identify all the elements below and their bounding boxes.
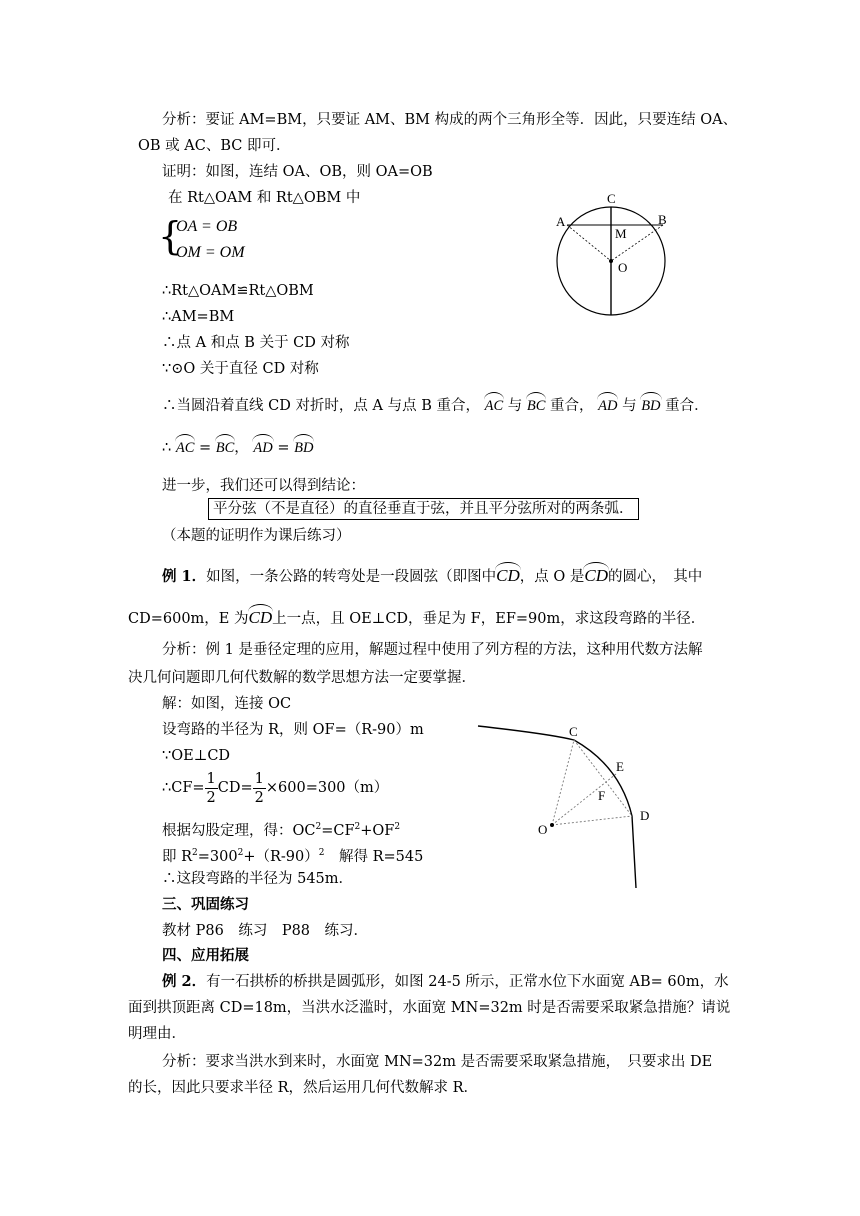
- fold-and-2: 与: [622, 398, 637, 414]
- concl-eq-2: =: [277, 440, 290, 456]
- solution-line-2: 设弯路的半径为 R，则 OF=（R-90）m: [162, 722, 424, 738]
- cf-result: ×600=300（m）: [265, 780, 389, 796]
- eq-sup-3: 2: [318, 848, 325, 858]
- road-curve: [478, 726, 636, 888]
- fold-line: [162, 392, 709, 416]
- arc-ad: AD: [598, 392, 617, 416]
- frac-den-2: 2: [254, 789, 264, 806]
- pyth-b: =CF: [321, 822, 355, 839]
- label-f: F: [598, 788, 606, 803]
- proof-line-5: ∴点 A 和点 B 关于 CD 对称: [162, 335, 350, 351]
- analysis-line-2: OB 或 AC、BC 即可．: [138, 138, 291, 154]
- arc-cd-3: CD: [249, 604, 273, 628]
- pyth-sup-2: 2: [354, 822, 361, 832]
- frac-den-1: 2: [206, 789, 216, 806]
- system-row-2: OM = OM: [176, 244, 245, 261]
- homework-note: （本题的证明作为课后练习）: [162, 528, 351, 544]
- concl-comma: ，: [234, 440, 249, 456]
- conclusion-line: [162, 434, 313, 458]
- center-point-o: [550, 823, 554, 827]
- cf-label: ∴CF=: [162, 780, 205, 796]
- further-text: 进一步，我们还可以得到结论：: [162, 478, 365, 494]
- ex1-analysis-line-2: 决几何问题即几何代数解的数学思想方法一定要掌握．: [128, 670, 476, 686]
- section-3-text: 教材 P86 练习 P88 练习．: [162, 923, 369, 939]
- arc-cd-2: CD: [584, 562, 608, 586]
- pyth-a: 根据勾股定理，得：OC: [162, 822, 316, 839]
- solution-line-5: [162, 817, 400, 841]
- concl-arc-bc: BC: [216, 434, 235, 458]
- example-1-line-1: [162, 562, 702, 587]
- label-o: O: [538, 822, 548, 837]
- eq-sup-1: 2: [192, 848, 198, 858]
- frac-num-2: 1: [254, 770, 264, 787]
- example-1-text-b: ，点 O 是: [519, 569, 585, 585]
- ex1-analysis-line-1: 分析：例 1 是垂径定理的应用，解题过程中使用了列方程的方法，这种用代数方法解: [162, 642, 703, 658]
- example-1-text-a: 如图，一条公路的转弯处是一段圆弦（即图中: [206, 569, 497, 585]
- frac-num-1: 1: [206, 770, 216, 787]
- fold-and-1: 与: [507, 398, 523, 414]
- arc-bd: BD: [641, 392, 660, 416]
- radius-oa: [567, 225, 611, 261]
- theorem-box: 平分弦（不是直径）的直径垂直于弦，并且平分弦所对的两条弧．: [208, 498, 639, 520]
- example-2-line-1: [162, 972, 729, 992]
- system-brace: {: [158, 214, 183, 258]
- example-1-text-d: CD=600m，E 为: [128, 611, 249, 627]
- segment-oe: [552, 774, 616, 825]
- fold-mid: 重合，: [550, 398, 594, 414]
- label-a: A: [556, 214, 566, 229]
- label-d: D: [640, 808, 650, 823]
- proof-line-2: 在 Rt△OAM 和 Rt△OBM 中: [168, 190, 361, 206]
- circle-figure: [548, 188, 678, 318]
- cd-label: CD=: [217, 780, 253, 796]
- fraction-half-1: [205, 770, 218, 807]
- solution-line-7: ∴这段弯路的半径为 545m．: [162, 871, 354, 887]
- eq-c: +（R-90）: [243, 848, 319, 865]
- fold-post: 重合．: [665, 398, 709, 414]
- road-figure: [470, 716, 670, 892]
- solution-line-4: [162, 768, 388, 808]
- fold-text-pre: ∴当圆沿着直线 CD 对折时，点 A 与点 B 重合，: [162, 398, 481, 414]
- label-c: C: [607, 191, 616, 206]
- eq-b: =300: [197, 848, 238, 865]
- label-o: O: [618, 260, 628, 275]
- concl-eq-1: =: [198, 440, 212, 456]
- label-e: E: [616, 759, 624, 774]
- pyth-sup-3: 2: [394, 822, 401, 832]
- example-1-text-c: 的圆心， 其中: [608, 569, 703, 585]
- proof-line-4: ∴AM=BM: [162, 309, 235, 325]
- therefore-symbol: ∴: [162, 440, 172, 456]
- arc-cd-1: CD: [496, 562, 520, 586]
- example-1-label: 例 1．: [162, 568, 207, 585]
- proof-line-1: 证明：如图，连结 OA、OB，则 OA=OB: [162, 164, 433, 180]
- proof-line-3: ∴Rt△OAM≌Rt△OBM: [162, 283, 314, 299]
- segment-od: [552, 816, 632, 825]
- pyth-sup-1: 2: [315, 822, 322, 832]
- concl-arc-ad: AD: [253, 434, 272, 458]
- solution-line-1: 解：如图，连接 OC: [162, 696, 292, 712]
- eq-d: 解得 R=545: [324, 848, 424, 865]
- concl-arc-bd: BD: [294, 434, 313, 458]
- arc-ac: AC: [485, 392, 504, 416]
- concl-arc-ac: AC: [176, 434, 195, 458]
- example-1-text-e: 上一点，且 OE⊥CD，垂足为 F，EF=90m，求这段弯路的半径．: [272, 611, 706, 627]
- system-row-1: OA = OB: [176, 218, 238, 235]
- fraction-half-2: [253, 770, 266, 807]
- pyth-c: +OF: [360, 822, 395, 839]
- section-3-title: 三、巩固练习: [162, 896, 249, 913]
- chord-cd: [574, 740, 632, 816]
- example-2-line-3: 明理由．: [128, 1026, 186, 1042]
- ex2-analysis-line-2: 的长，因此只要求半径 R，然后运用几何代数解求 R．: [128, 1080, 479, 1096]
- eq-sup-2: 2: [237, 848, 244, 858]
- example-1-line-2: [128, 604, 705, 629]
- analysis-line-1: 分析：要证 AM=BM，只要证 AM、BM 构成的两个三角形全等．因此，只要连结 OA、: [162, 112, 738, 128]
- solution-line-3: ∵OE⊥CD: [162, 748, 231, 764]
- section-4-title: 四、应用拓展: [162, 947, 249, 964]
- solution-line-6: [162, 843, 423, 867]
- eq-a: 即 R: [162, 848, 193, 865]
- ex2-analysis-line-1: 分析：要求当洪水到来时，水面宽 MN=32m 是否需要采取紧急措施， 只要求出 DE: [162, 1054, 713, 1070]
- example-2-text-1: 有一石拱桥的桥拱是圆弧形，如图 24-5 所示，正常水位下水面宽 AB= 60m，水: [206, 974, 729, 990]
- example-2-line-2: 面到拱顶距离 CD=18m，当洪水泛滥时，水面宽 MN=32m 时是否需要采取紧急措施？请说: [128, 1000, 731, 1016]
- label-b: B: [658, 212, 667, 227]
- arc-bc: BC: [527, 392, 546, 416]
- segment-oc: [552, 740, 574, 825]
- example-2-label: 例 2．: [162, 973, 207, 990]
- center-point: [609, 259, 613, 263]
- label-m: M: [615, 226, 627, 241]
- proof-line-6: ∵⊙O 关于直径 CD 对称: [162, 361, 319, 377]
- label-c: C: [569, 724, 578, 739]
